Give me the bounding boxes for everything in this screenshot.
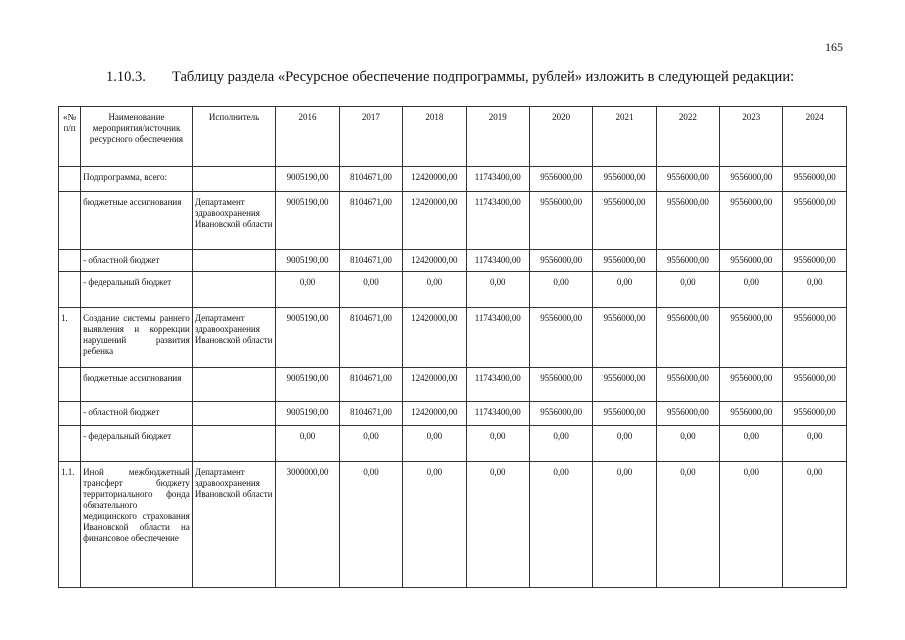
header-cell-name: Наименование мероприятия/источник ресурсного обеспечения — [81, 107, 193, 167]
row-value-cell: 9005190,00 — [276, 192, 339, 250]
table-row — [59, 272, 847, 308]
row-value-cell: 9005190,00 — [276, 308, 339, 368]
row-index-cell — [59, 192, 81, 250]
row-name-cell: Иной межбюджетный трансферт бюджету территориального фонда обязательного медицинского страхования Ивановской области на финансовое обеспечение — [81, 462, 193, 588]
header-cell-year: 2018 — [403, 107, 466, 167]
row-name-cell: Подпрограмма, всего: — [81, 167, 193, 192]
table-row — [59, 368, 847, 402]
row-value-cell: 9556000,00 — [529, 192, 592, 250]
row-name-cell: бюджетные ассигнования — [81, 192, 193, 250]
row-value-cell: 0,00 — [656, 462, 719, 588]
resource-table — [58, 106, 847, 588]
row-name-cell: - федеральный бюджет — [81, 272, 193, 308]
row-value-cell: 9556000,00 — [656, 402, 719, 426]
row-value-cell: 9556000,00 — [593, 192, 656, 250]
row-value-cell: 0,00 — [656, 272, 719, 308]
row-value-cell: 12420000,00 — [403, 368, 466, 402]
row-index-cell: 1.1. — [59, 462, 81, 588]
row-value-cell: 11743400,00 — [466, 368, 529, 402]
row-value-cell: 0,00 — [720, 272, 783, 308]
row-name-cell: - федеральный бюджет — [81, 426, 193, 462]
row-value-cell: 0,00 — [403, 426, 466, 462]
header-cell-year: 2016 — [276, 107, 339, 167]
row-value-cell: 9005190,00 — [276, 368, 339, 402]
header-cell-year: 2022 — [656, 107, 719, 167]
table-header-row — [59, 107, 847, 167]
row-value-cell: 0,00 — [466, 272, 529, 308]
row-value-cell: 9556000,00 — [720, 368, 783, 402]
row-value-cell: 9556000,00 — [720, 250, 783, 272]
row-value-cell: 9556000,00 — [656, 192, 719, 250]
row-executor-cell — [192, 272, 276, 308]
header-cell-year: 2020 — [529, 107, 592, 167]
row-value-cell: 9556000,00 — [783, 167, 847, 192]
table-row — [59, 250, 847, 272]
table-row — [59, 192, 847, 250]
row-value-cell: 12420000,00 — [403, 308, 466, 368]
row-value-cell: 8104671,00 — [339, 250, 402, 272]
row-value-cell: 9556000,00 — [783, 368, 847, 402]
row-value-cell: 0,00 — [339, 426, 402, 462]
row-value-cell: 0,00 — [276, 426, 339, 462]
row-value-cell: 0,00 — [529, 426, 592, 462]
row-value-cell: 9556000,00 — [656, 250, 719, 272]
row-value-cell: 9556000,00 — [529, 167, 592, 192]
row-value-cell: 0,00 — [339, 272, 402, 308]
row-name-cell: Создание системы раннего выявления и коррекции нарушений развития ребенка — [81, 308, 193, 368]
row-executor-cell — [192, 167, 276, 192]
row-name-cell: - областной бюджет — [81, 402, 193, 426]
header-cell-year: 2021 — [593, 107, 656, 167]
row-value-cell: 0,00 — [466, 462, 529, 588]
row-value-cell: 8104671,00 — [339, 308, 402, 368]
row-value-cell: 9556000,00 — [783, 308, 847, 368]
row-value-cell: 0,00 — [720, 462, 783, 588]
row-value-cell: 0,00 — [783, 462, 847, 588]
row-value-cell: 9556000,00 — [720, 308, 783, 368]
page-number: 165 — [825, 40, 843, 54]
row-value-cell: 8104671,00 — [339, 368, 402, 402]
row-executor-cell — [192, 250, 276, 272]
row-value-cell: 0,00 — [783, 272, 847, 308]
row-value-cell: 9556000,00 — [720, 192, 783, 250]
row-value-cell: 9005190,00 — [276, 402, 339, 426]
row-value-cell: 12420000,00 — [403, 192, 466, 250]
row-value-cell: 0,00 — [403, 462, 466, 588]
row-index-cell — [59, 402, 81, 426]
header-cell-year: 2023 — [720, 107, 783, 167]
row-value-cell: 0,00 — [720, 426, 783, 462]
row-value-cell: 9556000,00 — [656, 167, 719, 192]
row-value-cell: 9556000,00 — [593, 308, 656, 368]
row-index-cell: 1. — [59, 308, 81, 368]
row-executor-cell — [192, 426, 276, 462]
header-cell-year: 2017 — [339, 107, 402, 167]
row-value-cell: 9556000,00 — [593, 250, 656, 272]
table-row — [59, 308, 847, 368]
row-index-cell — [59, 167, 81, 192]
row-index-cell — [59, 368, 81, 402]
section-title: Таблицу раздела «Ресурсное обеспечение подпрограммы, рублей» изложить в следующей редакции: — [172, 69, 795, 85]
row-value-cell: 9005190,00 — [276, 250, 339, 272]
row-value-cell: 9556000,00 — [783, 402, 847, 426]
row-value-cell: 12420000,00 — [403, 250, 466, 272]
row-value-cell: 0,00 — [593, 462, 656, 588]
row-value-cell: 0,00 — [339, 462, 402, 588]
row-value-cell: 9556000,00 — [783, 192, 847, 250]
row-value-cell: 3000000,00 — [276, 462, 339, 588]
row-value-cell: 0,00 — [276, 272, 339, 308]
row-value-cell: 9556000,00 — [720, 167, 783, 192]
table-row — [59, 426, 847, 462]
row-value-cell: 8104671,00 — [339, 192, 402, 250]
row-value-cell: 9556000,00 — [783, 250, 847, 272]
row-executor-cell — [192, 368, 276, 402]
row-index-cell — [59, 426, 81, 462]
row-value-cell: 12420000,00 — [403, 167, 466, 192]
row-value-cell: 11743400,00 — [466, 167, 529, 192]
row-value-cell: 9556000,00 — [529, 308, 592, 368]
row-executor-cell — [192, 402, 276, 426]
row-value-cell: 9005190,00 — [276, 167, 339, 192]
row-executor-cell: Департамент здравоохранения Ивановской области — [192, 462, 276, 588]
table-row — [59, 462, 847, 588]
table-row — [59, 167, 847, 192]
header-cell-year: 2024 — [783, 107, 847, 167]
row-name-cell: - областной бюджет — [81, 250, 193, 272]
header-cell-year: 2019 — [466, 107, 529, 167]
row-value-cell: 9556000,00 — [656, 308, 719, 368]
row-value-cell: 0,00 — [656, 426, 719, 462]
row-value-cell: 0,00 — [403, 272, 466, 308]
header-cell-executor: Исполнитель — [192, 107, 276, 167]
row-value-cell: 0,00 — [466, 426, 529, 462]
table-row — [59, 402, 847, 426]
row-executor-cell: Департамент здравоохранения Ивановской области — [192, 192, 276, 250]
row-value-cell: 8104671,00 — [339, 167, 402, 192]
row-index-cell — [59, 272, 81, 308]
row-value-cell: 0,00 — [593, 426, 656, 462]
row-value-cell: 9556000,00 — [656, 368, 719, 402]
row-executor-cell: Департамент здравоохранения Ивановской области — [192, 308, 276, 368]
row-value-cell: 0,00 — [783, 426, 847, 462]
header-cell-number: «№ п/п — [59, 107, 81, 167]
row-value-cell: 11743400,00 — [466, 308, 529, 368]
row-value-cell: 0,00 — [529, 272, 592, 308]
row-value-cell: 11743400,00 — [466, 402, 529, 426]
row-name-cell: бюджетные ассигнования — [81, 368, 193, 402]
row-value-cell: 0,00 — [529, 462, 592, 588]
row-value-cell: 12420000,00 — [403, 402, 466, 426]
row-value-cell: 9556000,00 — [529, 402, 592, 426]
row-value-cell: 9556000,00 — [593, 167, 656, 192]
row-value-cell: 0,00 — [593, 272, 656, 308]
row-value-cell: 9556000,00 — [720, 402, 783, 426]
row-index-cell — [59, 250, 81, 272]
row-value-cell: 8104671,00 — [339, 402, 402, 426]
row-value-cell: 11743400,00 — [466, 250, 529, 272]
section-heading — [106, 69, 794, 86]
row-value-cell: 9556000,00 — [593, 368, 656, 402]
row-value-cell: 9556000,00 — [593, 402, 656, 426]
row-value-cell: 9556000,00 — [529, 250, 592, 272]
row-value-cell: 9556000,00 — [529, 368, 592, 402]
row-value-cell: 11743400,00 — [466, 192, 529, 250]
section-number: 1.10.3. — [106, 69, 146, 85]
